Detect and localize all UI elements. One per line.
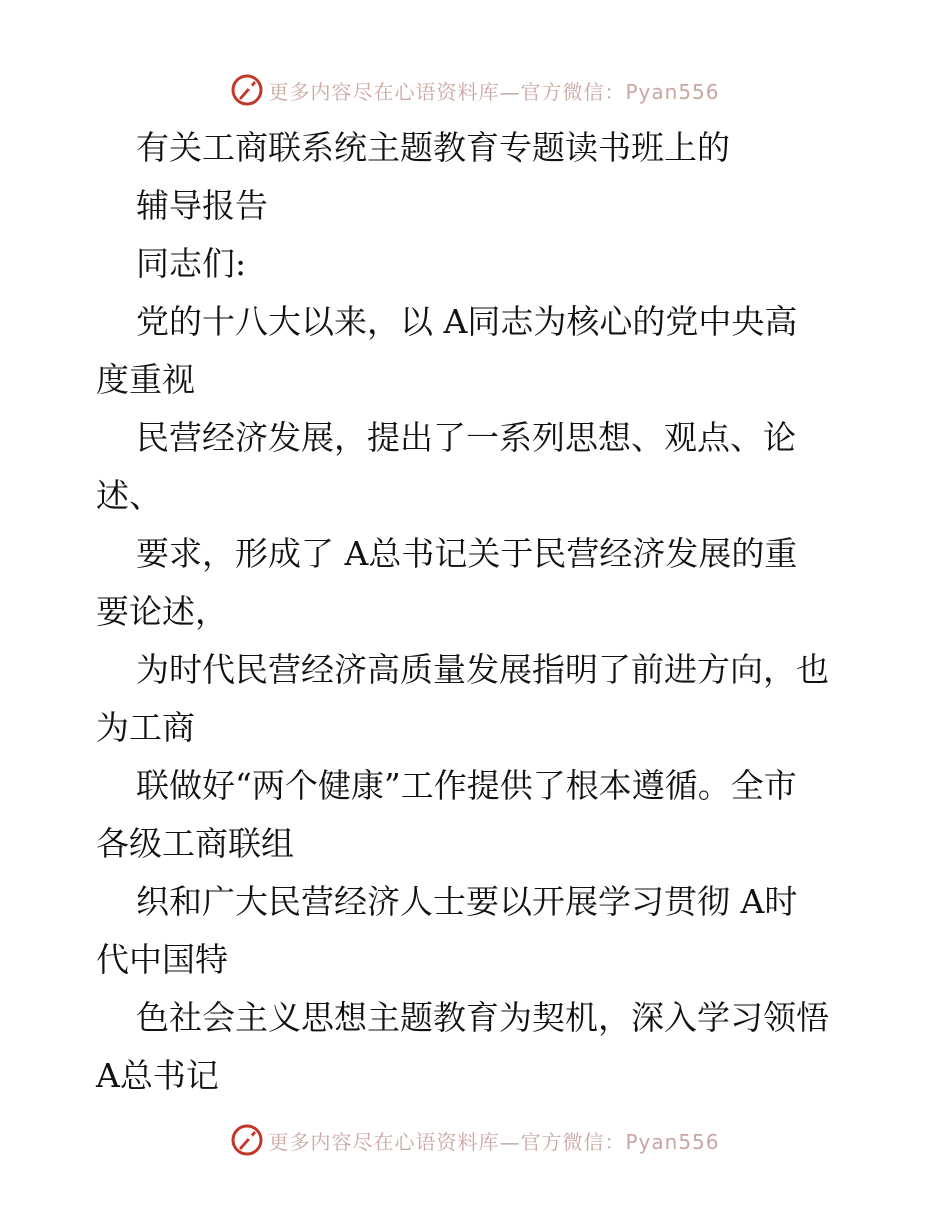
header-banner (0, 70, 950, 110)
paragraph-line: 述、 (96, 476, 162, 515)
paragraph-line: 色社会主义思想主题教育为契机，深入学习领悟 (136, 998, 829, 1037)
quill-logo-icon (230, 73, 264, 107)
paragraph-line: 织和广大民营经济人士要以开展学习贯彻 A时 (136, 882, 798, 921)
paragraph-line: 联做好“两个健康”工作提供了根本遵循。全市 (136, 766, 797, 805)
banner-site-text: 更多内容尽在心语资料库 (268, 79, 500, 104)
paragraph-line: 为工商 (96, 708, 195, 747)
paragraph-line: 度重视 (96, 360, 195, 399)
paragraph-line: 为时代民营经济高质量发展指明了前进方向，也 (136, 650, 829, 689)
paragraph-line: A总书记 (96, 1056, 219, 1095)
paragraph-line: 各级工商联组 (96, 824, 294, 863)
doc-title-line-2: 辅导报告 (136, 186, 268, 225)
banner-wechat-label: 官方微信： (520, 79, 626, 104)
paragraph-line: 民营经济发展，提出了一系列思想、观点、论 (136, 418, 796, 457)
footer-banner (0, 1120, 950, 1160)
quill-logo-icon (230, 1123, 264, 1157)
salutation: 同志们: (136, 244, 247, 283)
doc-title-line-1: 有关工商联系统主题教育专题读书班上的 (136, 128, 730, 167)
banner-wechat-label: 官方微信： (520, 1129, 626, 1154)
paragraph-line: 代中国特 (96, 940, 228, 979)
banner-text (268, 76, 719, 105)
banner-wechat-id: Pyan556 (625, 1129, 720, 1154)
banner-separator: — (499, 79, 521, 104)
paragraph-line: 党的十八大以来，以 A同志为核心的党中央高 (136, 302, 798, 341)
banner-wechat-id: Pyan556 (625, 79, 720, 104)
banner-separator: — (499, 1129, 521, 1154)
banner-text (268, 1126, 719, 1155)
paragraph-line: 要论述， (96, 592, 228, 631)
paragraph-line: 要求，形成了 A总书记关于民营经济发展的重 (136, 534, 798, 573)
banner-site-text: 更多内容尽在心语资料库 (268, 1129, 500, 1154)
